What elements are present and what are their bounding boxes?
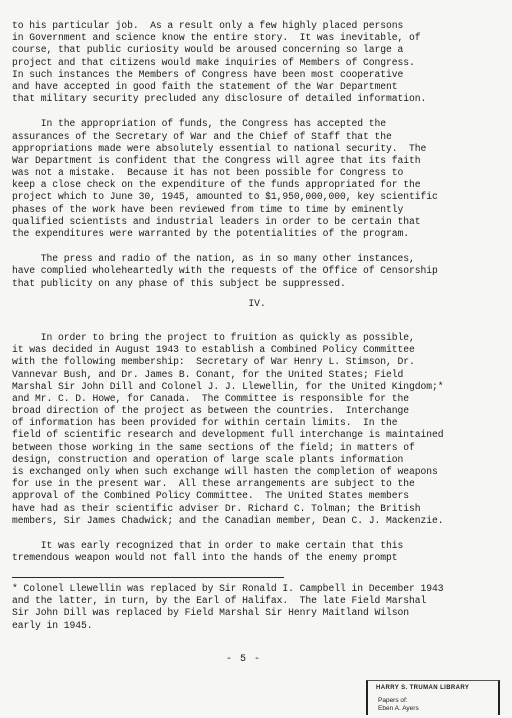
text-line: tremendous weapon would not fall into the hands of the enemy prompt xyxy=(12,552,398,564)
text-line: project and that citizens would make inquiries of Members of Congress. xyxy=(12,56,415,68)
text-line: In the appropriation of funds, the Congress has accepted the xyxy=(12,118,386,130)
text-line: is exchanged only when such exchange will hasten the completion of weapons xyxy=(12,466,438,478)
paragraph-enemy-weapon xyxy=(12,540,502,564)
text-line: course, that public curiosity would be aroused concerning so large a xyxy=(12,44,404,56)
text-line: The press and radio of the nation, as in so many other instances, xyxy=(12,253,415,265)
page-number: - 5 - xyxy=(226,654,262,665)
text-line: for use in the present war. All these arrangements are subject to the xyxy=(12,478,415,490)
text-line: qualified scientists and industrial leaders in order to be certain that xyxy=(12,215,421,227)
text-line: approval of the Combined Policy Committee. The United States members xyxy=(12,490,409,502)
text-line: Vannevar Bush, and Dr. James B. Conant, for the United States; Field xyxy=(12,368,404,380)
text-line: in Government and science know the entire story. It was inevitable, of xyxy=(12,32,421,44)
text-line: assurances of the Secretary of War and the Chief of Staff that the xyxy=(12,130,392,142)
text-line: have had as their scientific adviser Dr. Richard C. Tolman; the British xyxy=(12,502,421,514)
footnote-line: and the latter, in turn, by the Earl of Halifax. The late Field Marshal xyxy=(12,595,427,607)
footnote-line: early in 1945. xyxy=(12,619,93,631)
text-line: phases of the work have been reviewed from time to time by eminently xyxy=(12,203,404,215)
text-line: It was early recognized that in order to make certain that this xyxy=(12,539,404,551)
text-line: that military security precluded any disclosure of detailed information. xyxy=(12,93,427,105)
text-line: design, construction and operation of large scale plants information xyxy=(12,453,404,465)
text-line: field of scientific research and development full interchange is maintained xyxy=(12,429,444,441)
text-line: keep a close check on the expenditure of the funds appropriated for the xyxy=(12,179,421,191)
text-line: and Mr. C. D. Howe, for Canada. The Committee is responsible for the xyxy=(12,392,409,404)
section-heading: IV. xyxy=(248,297,266,309)
text-line: War Department is confident that the Congress will agree that its faith xyxy=(12,154,421,166)
footnote-divider xyxy=(12,577,284,578)
text-line: with the following membership: Secretary of War Henry L. Stimson, Dr. xyxy=(12,356,415,368)
footnote-line: * Colonel Llewellin was replaced by Sir Ronald I. Campbell in December 1943 xyxy=(12,583,444,594)
paragraph-appropriation xyxy=(12,118,502,240)
footnote-line: Sir John Dill was replaced by Field Marshal Sir Henry Maitland Wilson xyxy=(12,607,409,619)
stamp-papers-name: Eben A. Ayers xyxy=(378,705,419,712)
stamp-title: HARRY S. TRUMAN LIBRARY xyxy=(376,685,470,691)
paragraph-combined-policy-committee xyxy=(12,332,502,527)
text-line: between those working in the same sections of the field; in matters of xyxy=(12,441,415,453)
text-line: of information has been provided for within certain limits. In the xyxy=(12,417,398,429)
paragraph-congress-inquiries xyxy=(12,20,502,105)
text-line: the expenditures were warranted by the potentialities of the program. xyxy=(12,228,409,239)
text-line: project which to June 30, 1945, amounted to $1,950,000,000, key scientific xyxy=(12,191,438,203)
text-line: that publicity on any phase of this subject be suppressed. xyxy=(12,277,346,289)
footnote xyxy=(12,583,502,632)
text-line: broad direction of the project as between the countries. Interchange xyxy=(12,405,409,417)
text-line: In order to bring the project to fruition as quickly as possible, xyxy=(12,331,415,343)
stamp-papers-label: Papers of: xyxy=(378,697,408,704)
text-line: members, Sir James Chadwick; and the Canadian member, Dean C. J. Mackenzie. xyxy=(12,514,444,526)
text-line: it was decided in August 1943 to establish a Combined Policy Committee xyxy=(12,344,415,356)
text-line: Marshal Sir John Dill and Colonel J. J. Llewellin, for the United Kingdom;* xyxy=(12,380,444,392)
text-line: and have accepted in good faith the statement of the War Department xyxy=(12,80,398,92)
text-line: appropriations made were absolutely essential to national security. The xyxy=(12,142,427,154)
text-line: In such instances the Members of Congress have been most cooperative xyxy=(12,68,404,80)
text-line: to his particular job. As a result only a few highly placed persons xyxy=(12,20,404,31)
text-line: have complied wholeheartedly with the requests of the Office of Censorship xyxy=(12,265,438,277)
body-text xyxy=(12,20,502,577)
paragraph-press-radio xyxy=(12,253,502,290)
text-line: was not a mistake. Because it has not been possible for Congress to xyxy=(12,167,404,179)
archive-stamp xyxy=(366,680,500,715)
